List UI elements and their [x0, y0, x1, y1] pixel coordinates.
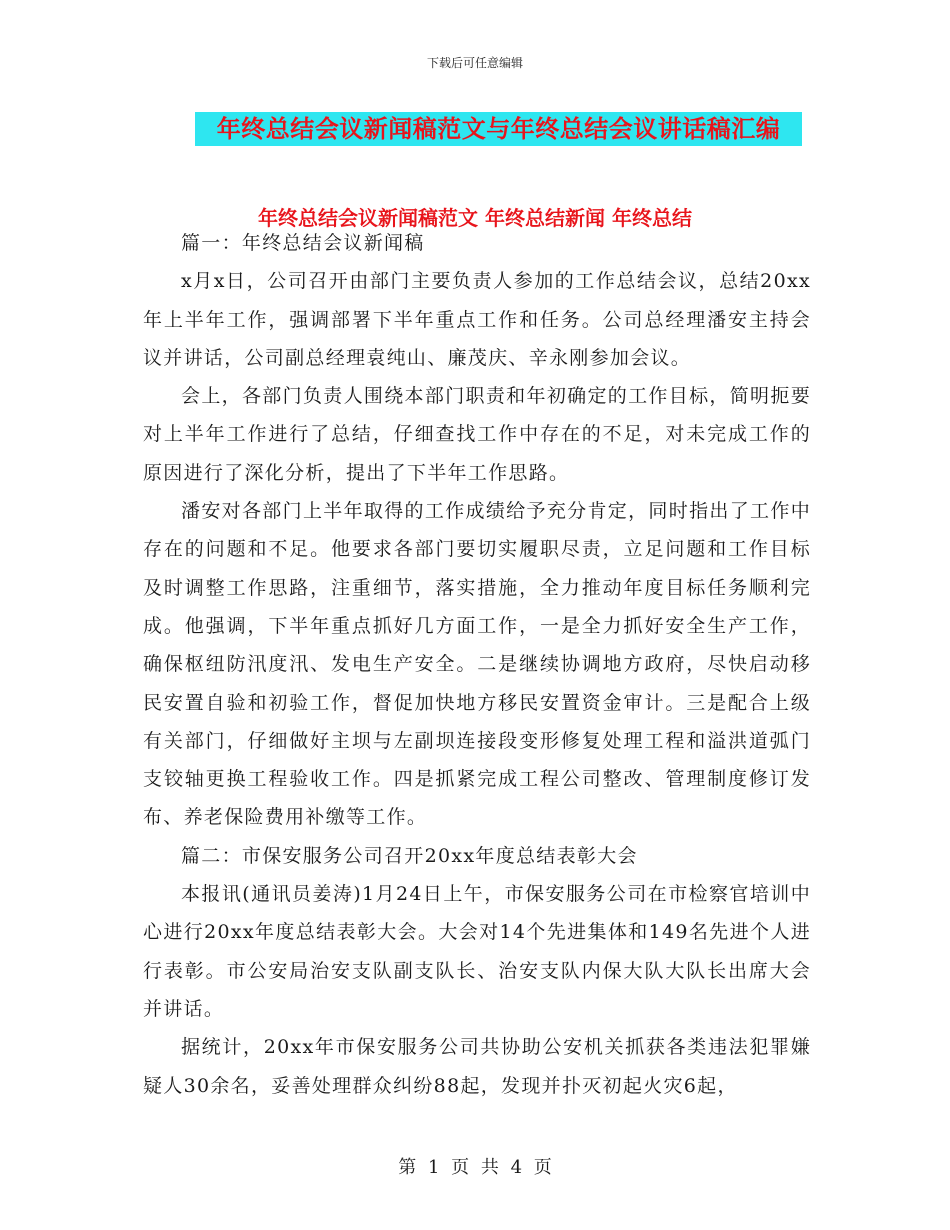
- body-paragraph: 本报讯(通讯员姜涛)1月24日上午，市保安服务公司在市检察官培训中心进行20xx年度总结表彰大会。大会对14个先进集体和149名先进个人进行表彰。市公安局治安支队副支队长、治安支队内保大队大队长出席大会并讲话。: [143, 883, 811, 1020]
- body-paragraph: 据统计，20xx年市保安服务公司共协助公安机关抓获各类违法犯罪嫌疑人30余名，妥善处理群众纠纷88起，发现并扑灭初起火灾6起，: [143, 1036, 811, 1097]
- page-header-note: 下载后可任意编辑: [426, 56, 523, 70]
- section-heading-2: 篇二：市保安服务公司召开20xx年度总结表彰大会: [181, 844, 638, 867]
- body-paragraph: 潘安对各部门上半年取得的工作成绩给予充分肯定，同时指出了工作中存在的问题和不足。他要求各部门要切实履职尽责，立足问题和工作目标及时调整工作思路，注重细节，落实措施，全力推动年度目标任务顺利完成。他强调，下半年重点抓好几方面工作，一是全力抓好安全生产工作，确保枢纽防汛度汛、发电生产安全。二是继续协调地方政府，尽快启动移民安置自验和初验工作，督促加快地方移民安置资金审计。三是配合上级有关部门，仔细做好主坝与左副坝连接段变形修复处理工程和溢洪道弧门支铰轴更换工程验收工作。四是抓紧完成工程公司整改、管理制度修订发布、养老保险费用补缴等工作。: [143, 500, 811, 829]
- document-subtitle: 年终总结会议新闻稿范文 年终总结新闻 年终总结: [258, 206, 692, 230]
- document-body: [143, 224, 811, 1105]
- document-title-highlight: [195, 112, 802, 146]
- body-paragraph: 会上，各部门负责人围绕本部门职责和年初确定的工作目标，简明扼要对上半年工作进行了总结，仔细查找工作中存在的不足，对未完成工作的原因进行了深化分析，提出了下半年工作思路。: [143, 385, 811, 484]
- section-heading-1: 篇一：年终总结会议新闻稿: [181, 232, 425, 254]
- body-paragraph: x月x日，公司召开由部门主要负责人参加的工作总结会议，总结20xx年上半年工作，强调部署下半年重点工作和任务。公司总经理潘安主持会议并讲话，公司副总经理袁纯山、廉茂庆、辛永刚参加会议。: [143, 270, 811, 369]
- document-title: 年终总结会议新闻稿范文与年终总结会议讲话稿汇编: [216, 115, 781, 143]
- page-number-footer: 第 1 页 共 4 页: [398, 1157, 552, 1178]
